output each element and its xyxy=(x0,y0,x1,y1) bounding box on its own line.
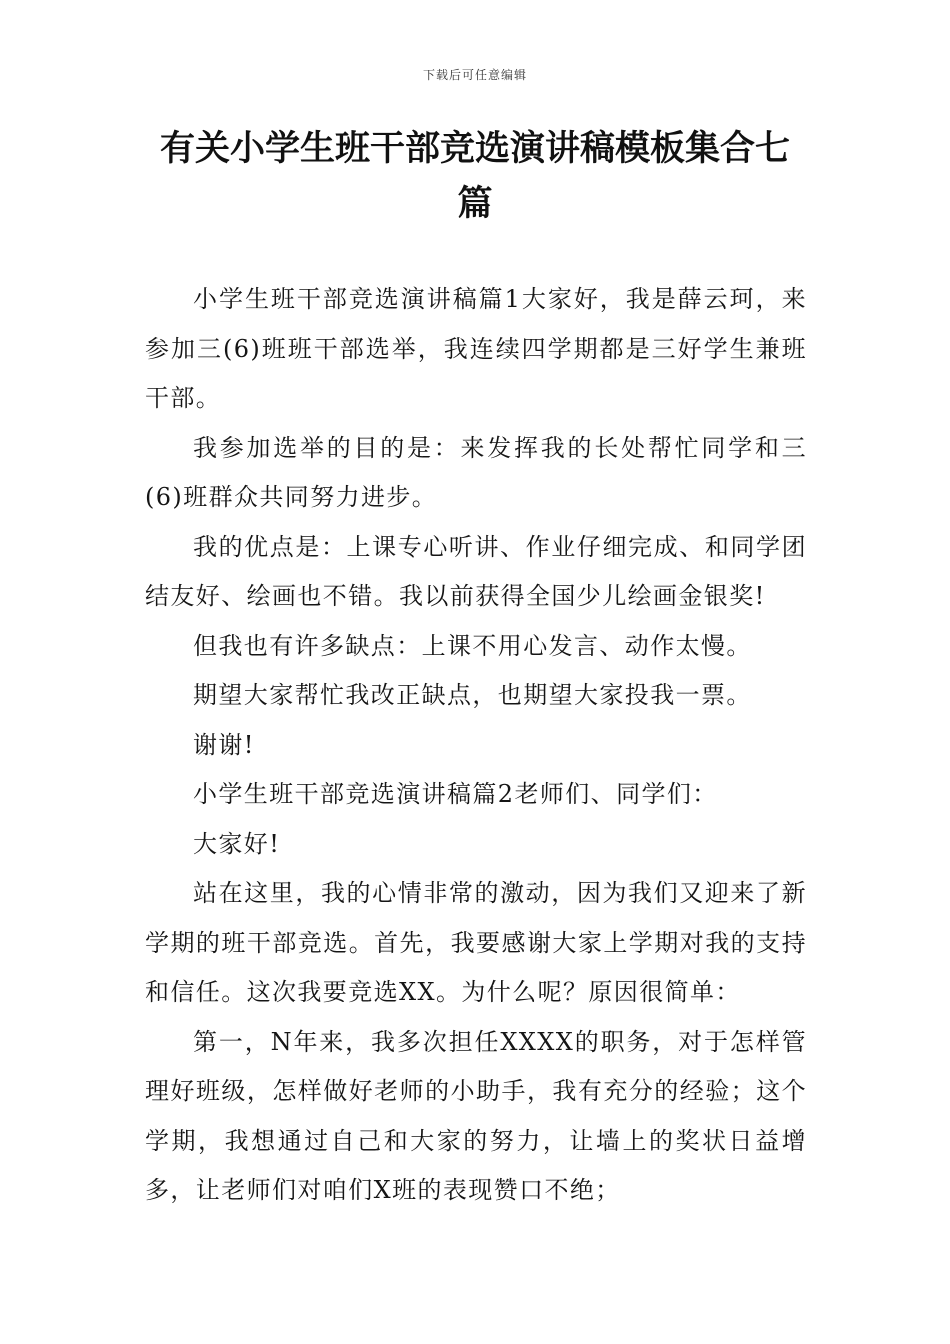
paragraph: 第一，N年来，我多次担任XXXX的职务，对于怎样管理好班级，怎样做好老师的小助手，我有充分的经验；这个学期，我想通过自己和大家的努力，让墙上的奖状日益增多，让老师们对咱们X班的表现赞口不绝； xyxy=(145,1027,807,1204)
header-note: 下载后可任意编辑 xyxy=(422,68,527,82)
document-title: 有关小学生班干部竞选演讲稿模板集合七篇 xyxy=(159,129,790,224)
paragraph: 大家好! xyxy=(193,829,281,858)
paragraph: 小学生班干部竞选演讲稿篇2老师们、同学们： xyxy=(193,780,718,808)
paragraph: 站在这里，我的心情非常的激动，因为我们又迎来了新学期的班干部竞选。首先，我要感谢大家上学期对我的支持和信任。这次我要竞选XX。为什么呢？原因很简单： xyxy=(145,879,807,1006)
paragraph: 小学生班干部竞选演讲稿篇1大家好，我是薛云珂，来参加三(6)班班干部选举，我连续四学期都是三好学生兼班干部。 xyxy=(145,285,807,412)
document-body xyxy=(145,275,807,1216)
paragraph: 我参加选举的目的是：来发挥我的长处帮忙同学和三(6)班群众共同努力进步。 xyxy=(145,433,807,511)
paragraph: 我的优点是：上课专心听讲、作业仔细完成、和同学团结友好、绘画也不错。我以前获得全国少儿绘画金银奖! xyxy=(145,532,807,610)
paragraph: 期望大家帮忙我改正缺点，也期望大家投我一票。 xyxy=(193,681,752,709)
paragraph: 但我也有许多缺点：上课不用心发言、动作太慢。 xyxy=(193,631,752,660)
paragraph: 谢谢! xyxy=(193,730,255,759)
